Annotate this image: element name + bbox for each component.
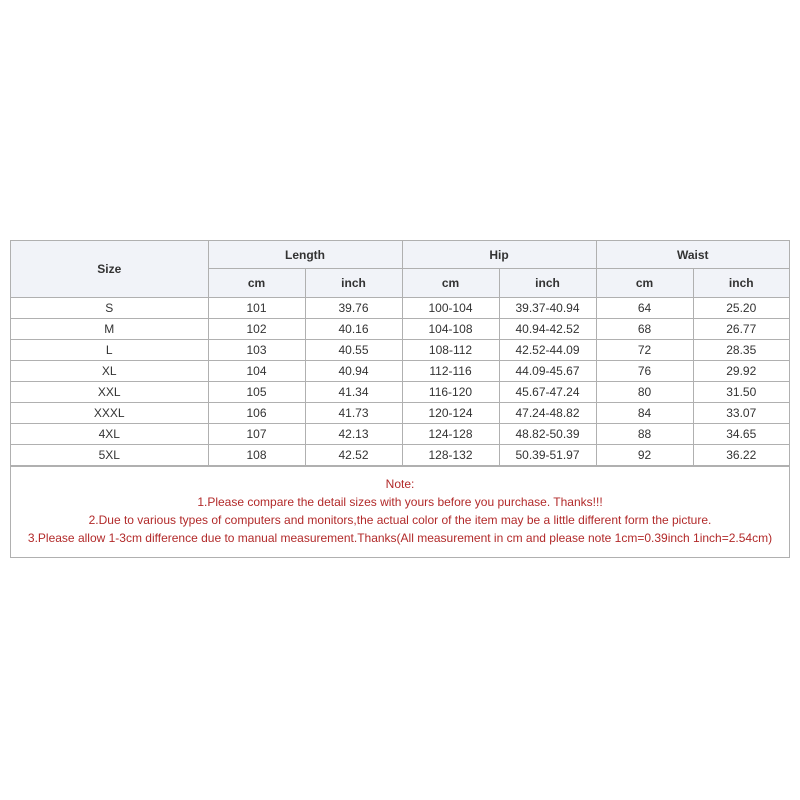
- length-inch-cell: 41.34: [305, 382, 402, 403]
- length-cm-header: cm: [208, 269, 305, 298]
- size-chart: [10, 240, 790, 558]
- hip-inch-cell: 45.67-47.24: [499, 382, 596, 403]
- waist-cm-cell: 84: [596, 403, 693, 424]
- table-row: [11, 340, 789, 361]
- waist-group-header: Waist: [596, 241, 789, 269]
- length-cm-cell: 104: [208, 361, 305, 382]
- length-inch-header: inch: [305, 269, 402, 298]
- hip-inch-cell: 50.39-51.97: [499, 445, 596, 466]
- waist-cm-cell: 68: [596, 319, 693, 340]
- waist-inch-cell: 29.92: [693, 361, 789, 382]
- waist-inch-cell: 34.65: [693, 424, 789, 445]
- hip-cm-cell: 124-128: [402, 424, 499, 445]
- waist-inch-cell: 31.50: [693, 382, 789, 403]
- hip-inch-cell: 40.94-42.52: [499, 319, 596, 340]
- note-title: Note:: [385, 477, 415, 491]
- hip-inch-header: inch: [499, 269, 596, 298]
- length-cm-cell: 102: [208, 319, 305, 340]
- hip-cm-cell: 116-120: [402, 382, 499, 403]
- size-cell: L: [11, 340, 208, 361]
- table-row: [11, 424, 789, 445]
- waist-inch-cell: 25.20: [693, 298, 789, 319]
- table-row: [11, 298, 789, 319]
- table-row: [11, 361, 789, 382]
- waist-cm-cell: 64: [596, 298, 693, 319]
- waist-inch-header: inch: [693, 269, 789, 298]
- length-inch-cell: 40.55: [305, 340, 402, 361]
- length-cm-cell: 107: [208, 424, 305, 445]
- waist-cm-header: cm: [596, 269, 693, 298]
- hip-inch-cell: 48.82-50.39: [499, 424, 596, 445]
- hip-cm-header: cm: [402, 269, 499, 298]
- length-inch-cell: 42.52: [305, 445, 402, 466]
- size-column-header: Size: [11, 241, 208, 298]
- waist-inch-cell: 26.77: [693, 319, 789, 340]
- hip-inch-cell: 39.37-40.94: [499, 298, 596, 319]
- waist-inch-cell: 36.22: [693, 445, 789, 466]
- waist-cm-cell: 88: [596, 424, 693, 445]
- waist-cm-cell: 92: [596, 445, 693, 466]
- hip-cm-cell: 120-124: [402, 403, 499, 424]
- table-header: [11, 241, 789, 298]
- length-inch-cell: 42.13: [305, 424, 402, 445]
- table-body: [11, 298, 789, 466]
- length-inch-cell: 41.73: [305, 403, 402, 424]
- table-row: [11, 382, 789, 403]
- length-cm-cell: 108: [208, 445, 305, 466]
- table-row: [11, 403, 789, 424]
- note-line-3: 3.Please allow 1-3cm difference due to manual measurement.Thanks(All measurement in cm and please note 1cm=0.39inch 1inch=2.54cm): [27, 531, 773, 545]
- hip-cm-cell: 108-112: [402, 340, 499, 361]
- header-group-row: [11, 241, 789, 269]
- length-inch-cell: 40.16: [305, 319, 402, 340]
- size-cell: 5XL: [11, 445, 208, 466]
- length-cm-cell: 105: [208, 382, 305, 403]
- length-cm-cell: 101: [208, 298, 305, 319]
- hip-cm-cell: 128-132: [402, 445, 499, 466]
- size-table: [11, 241, 789, 466]
- size-cell: 4XL: [11, 424, 208, 445]
- length-cm-cell: 106: [208, 403, 305, 424]
- waist-cm-cell: 76: [596, 361, 693, 382]
- note-line-2: 2.Due to various types of computers and monitors,the actual color of the item may be a little different form the picture.: [88, 513, 712, 527]
- table-row: [11, 319, 789, 340]
- waist-inch-cell: 33.07: [693, 403, 789, 424]
- hip-cm-cell: 100-104: [402, 298, 499, 319]
- length-inch-cell: 40.94: [305, 361, 402, 382]
- note-section: [11, 466, 789, 557]
- size-cell: XXXL: [11, 403, 208, 424]
- hip-inch-cell: 47.24-48.82: [499, 403, 596, 424]
- length-inch-cell: 39.76: [305, 298, 402, 319]
- hip-inch-cell: 44.09-45.67: [499, 361, 596, 382]
- length-group-header: Length: [208, 241, 402, 269]
- hip-cm-cell: 104-108: [402, 319, 499, 340]
- length-cm-cell: 103: [208, 340, 305, 361]
- table-row: [11, 445, 789, 466]
- hip-group-header: Hip: [402, 241, 596, 269]
- waist-cm-cell: 72: [596, 340, 693, 361]
- hip-cm-cell: 112-116: [402, 361, 499, 382]
- size-cell: XL: [11, 361, 208, 382]
- size-cell: XXL: [11, 382, 208, 403]
- waist-inch-cell: 28.35: [693, 340, 789, 361]
- waist-cm-cell: 80: [596, 382, 693, 403]
- size-cell: M: [11, 319, 208, 340]
- size-cell: S: [11, 298, 208, 319]
- note-line-1: 1.Please compare the detail sizes with yours before you purchase. Thanks!!!: [197, 495, 603, 509]
- hip-inch-cell: 42.52-44.09: [499, 340, 596, 361]
